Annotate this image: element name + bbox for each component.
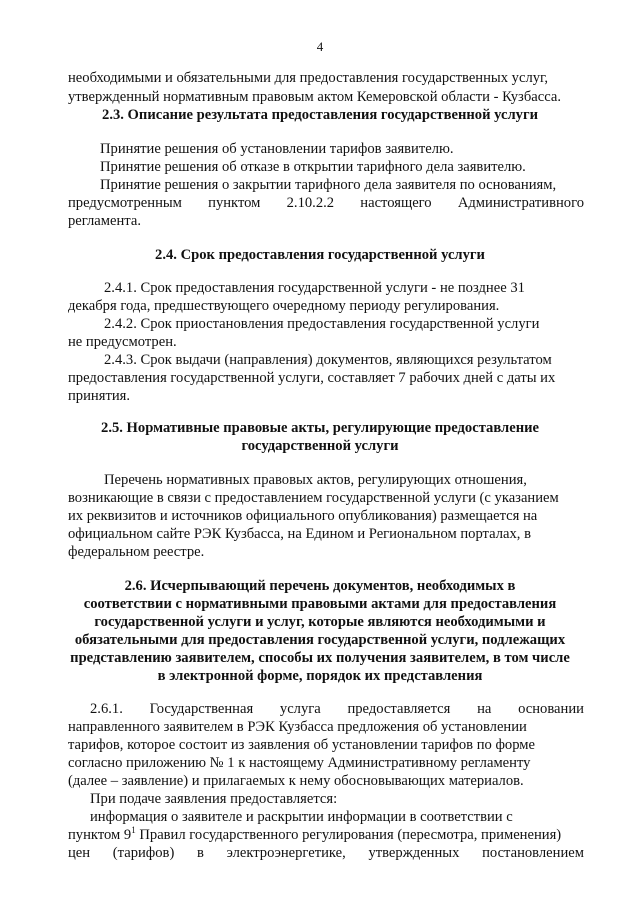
s26-line-8 xyxy=(68,827,561,844)
s26-line-1-word: 2.6.1. xyxy=(90,701,123,717)
s23-line-5: регламента. xyxy=(68,213,141,229)
s24-line-3: 2.4.2. Срок приостановления предоставления государственной услуги xyxy=(104,316,540,332)
intro-line-1-text: необходимыми и обязательными для предоставления государственных услуг, xyxy=(68,70,549,86)
s26-line-9-word: (тарифов) xyxy=(112,845,175,861)
page-number: 4 xyxy=(316,39,324,54)
s24-line-2: декабря года, предшествующего очередному периоду регулирования. xyxy=(68,298,500,314)
s23-line-3 xyxy=(100,177,584,194)
section-2-6-heading-line-4: обязательными для предоставления государственной услуги, подлежащих xyxy=(74,632,566,648)
s23-line-4 xyxy=(68,195,584,212)
s25-line-3: их реквизитов и источников официального опубликования) размещается на xyxy=(68,508,538,524)
s23-line-4-word: 2.10.2.2 xyxy=(286,195,335,211)
s26-line-9-word: постановлением xyxy=(482,845,584,861)
s26-line-1-word: основании xyxy=(518,701,584,717)
intro-line-2: утвержденный нормативным правовым актом Кемеровской области - Кузбасса. xyxy=(68,89,561,105)
s24-line-5: 2.4.3. Срок выдачи (направления) документов, являющихся результатом xyxy=(104,352,552,368)
section-2-6-heading-line-6: в электронной форме, порядок их представления xyxy=(157,668,483,684)
s23-line-4-word: пунктом xyxy=(208,195,261,211)
s23-line-3-text: Принятие решения о закрытии тарифного дела заявителя по основаниям, xyxy=(100,177,557,193)
s26-line-9 xyxy=(68,845,584,862)
section-2-4-heading: 2.4. Срок предоставления государственной услуги xyxy=(155,247,485,263)
s24-line-6: предоставления государственной услуги, составляет 7 рабочих дней с даты их xyxy=(68,370,556,386)
s26-line-1 xyxy=(90,701,584,718)
section-2-6-heading-line-1: 2.6. Исчерпывающий перечень документов, необходимых в xyxy=(124,578,516,594)
intro-line-1 xyxy=(68,70,584,87)
s26-line-3: тарифов, которое состоит из заявления об установлении тарифов по форме xyxy=(68,737,536,753)
s26-line-4: согласно приложению № 1 к настоящему Административному регламенту xyxy=(68,755,531,771)
section-2-6-heading-line-5: представлению заявителем, способы их получения заявителем, в том числе xyxy=(70,650,570,666)
s26-line-1-word: Государственная xyxy=(149,701,254,717)
s26-line-2: направленного заявителем в РЭК Кузбасса предложения об установлении xyxy=(68,719,527,735)
s26-line-6: При подаче заявления предоставляется: xyxy=(90,791,338,807)
s26-line-9-word: цен xyxy=(68,845,91,861)
s26-line-8-suffix: Правил государственного регулирования (пересмотра, применения) xyxy=(135,827,562,843)
s26-line-1-word: услуга xyxy=(279,701,321,717)
s23-line-4-word: предусмотренным xyxy=(68,195,182,211)
s25-line-2: возникающие в связи с предоставлением государственной услуги (с указанием xyxy=(68,490,559,506)
s26-line-7: информация о заявителе и раскрытии информации в соответствии с xyxy=(90,809,513,825)
s23-line-4-word: настоящего xyxy=(360,195,432,211)
section-2-3-heading: 2.3. Описание результата предоставления государственной услуги xyxy=(102,107,538,123)
s26-line-9-word: электроэнергетике, xyxy=(226,845,346,861)
s26-line-5: (далее – заявление) и прилагаемых к нему обосновывающих материалов. xyxy=(68,773,524,789)
section-2-5-heading-line-1: 2.5. Нормативные правовые акты, регулирующие предоставление xyxy=(101,420,539,436)
s25-line-4: официальном сайте РЭК Кузбасса, на Едином и Региональном порталах, в xyxy=(68,526,531,542)
s24-line-4: не предусмотрен. xyxy=(68,334,177,350)
section-2-6-heading-line-2: соответствии с нормативными правовыми актами для предоставления xyxy=(83,596,557,612)
s25-line-5: федеральном реестре. xyxy=(68,544,205,560)
s23-line-4-word: Административного xyxy=(457,195,584,211)
s24-line-7: принятия. xyxy=(68,388,130,404)
s26-line-1-word: на xyxy=(477,701,492,717)
s23-line-2: Принятие решения об отказе в открытии тарифного дела заявителю. xyxy=(100,159,526,175)
section-2-5-heading-line-2: государственной услуги xyxy=(241,438,399,454)
s26-line-8-superscript: 1 xyxy=(131,825,136,835)
s26-line-8-prefix: пунктом 9 xyxy=(68,827,132,843)
s26-line-9-word: в xyxy=(197,845,204,861)
s24-line-1: 2.4.1. Срок предоставления государственной услуги - не позднее 31 xyxy=(104,280,525,296)
section-2-6-heading-line-3: государственной услуги и услуг, которые являются необходимыми и xyxy=(94,614,546,630)
s26-line-9-word: утвержденных xyxy=(368,845,460,861)
s26-line-1-word: предоставляется xyxy=(347,701,451,717)
s23-line-1: Принятие решения об установлении тарифов заявителю. xyxy=(100,141,454,157)
s25-line-1: Перечень нормативных правовых актов, регулирующих отношения, xyxy=(104,472,527,488)
